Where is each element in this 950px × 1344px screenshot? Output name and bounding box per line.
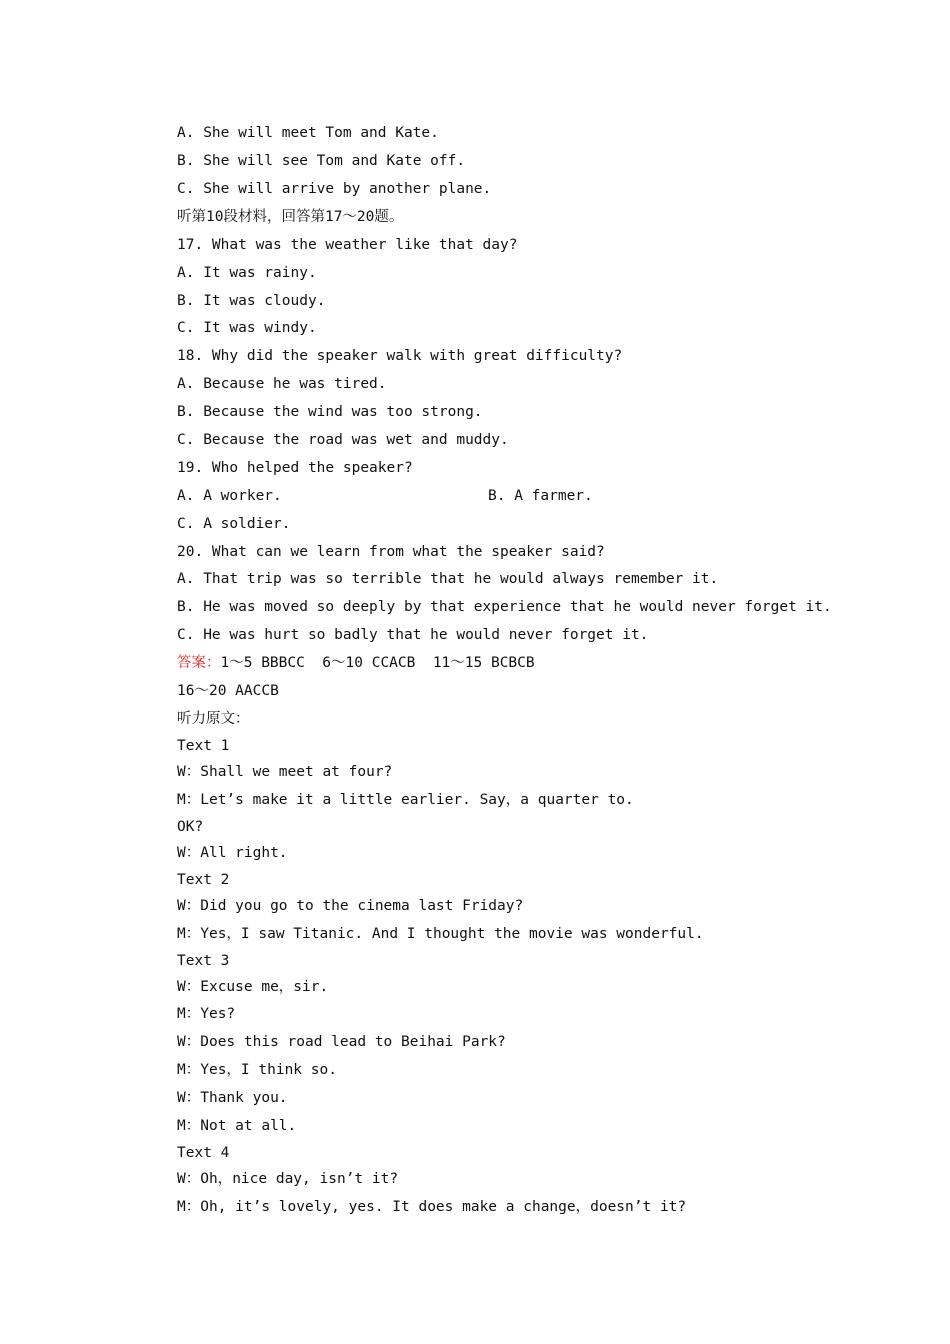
answer-key-16-20: 16～20 AACCB xyxy=(177,683,279,699)
text4-title: Text 4 xyxy=(177,1145,230,1161)
text1-line: OK? xyxy=(177,819,204,835)
q19-option-c: C. A soldier. xyxy=(177,516,291,532)
q18-option-a: A. Because he was tired. xyxy=(177,376,387,392)
q16-option-b: B. She will see Tom and Kate off. xyxy=(177,153,466,169)
text2-title: Text 2 xyxy=(177,872,230,888)
q19-option-b: B. A farmer. xyxy=(488,488,593,504)
q19-question: 19. Who helped the speaker? xyxy=(177,460,413,476)
q17-option-a: A. It was rainy. xyxy=(177,265,317,281)
text2-line: M：Yes，I saw Titanic. And I thought the movie was wonderful. xyxy=(177,926,704,942)
text2-line: W：Did you go to the cinema last Friday? xyxy=(177,898,524,914)
q18-option-c: C. Because the road was wet and muddy. xyxy=(177,432,509,448)
q17-option-c: C. It was windy. xyxy=(177,320,317,336)
q20-option-a: A. That trip was so terrible that he would always remember it. xyxy=(177,571,719,587)
text3-line: W：Thank you. xyxy=(177,1090,288,1106)
q20-option-c: C. He was hurt so badly that he would never forget it. xyxy=(177,627,649,643)
q16-option-a: A. She will meet Tom and Kate. xyxy=(177,125,439,141)
text1-line: W：Shall we meet at four? xyxy=(177,764,393,780)
answer-line-1 xyxy=(177,653,535,673)
q19-option-a: A. A worker. xyxy=(177,488,282,504)
transcript-heading: 听力原文： xyxy=(177,711,250,727)
text3-line: W：Does this road lead to Beihai Park? xyxy=(177,1034,506,1050)
q17-option-b: B. It was cloudy. xyxy=(177,293,326,309)
answer-key-1-15: 1～5 BBBCC 6～10 CCACB 11～15 BCBCB xyxy=(220,655,535,671)
text1-line: W：All right. xyxy=(177,845,288,861)
text3-line: M：Yes? xyxy=(177,1006,236,1022)
q18-question: 18. Why did the speaker walk with great difficulty? xyxy=(177,348,623,364)
text1-title: Text 1 xyxy=(177,738,230,754)
q20-option-b: B. He was moved so deeply by that experience that he would never forget it. xyxy=(177,599,832,615)
q16-option-c: C. She will arrive by another plane. xyxy=(177,181,492,197)
text3-line: W：Excuse me，sir. xyxy=(177,979,329,995)
q20-question: 20. What can we learn from what the speaker said? xyxy=(177,544,605,560)
q18-option-b: B. Because the wind was too strong. xyxy=(177,404,483,420)
text3-line: M：Not at all. xyxy=(177,1118,297,1134)
q17-question: 17. What was the weather like that day? xyxy=(177,237,518,253)
text3-title: Text 3 xyxy=(177,953,230,969)
text4-line: W：Oh，nice day, isn’t it? xyxy=(177,1171,399,1187)
answer-label: 答案： xyxy=(177,655,221,671)
text3-line: M：Yes，I think so. xyxy=(177,1062,337,1078)
section-10-intro: 听第10段材料，回答第17～20题。 xyxy=(177,209,404,225)
text1-line: M：Let’s make it a little earlier. Say，a quarter to. xyxy=(177,792,634,808)
text4-line: M：Oh, it’s lovely, yes. It does make a change，doesn’t it? xyxy=(177,1199,687,1215)
